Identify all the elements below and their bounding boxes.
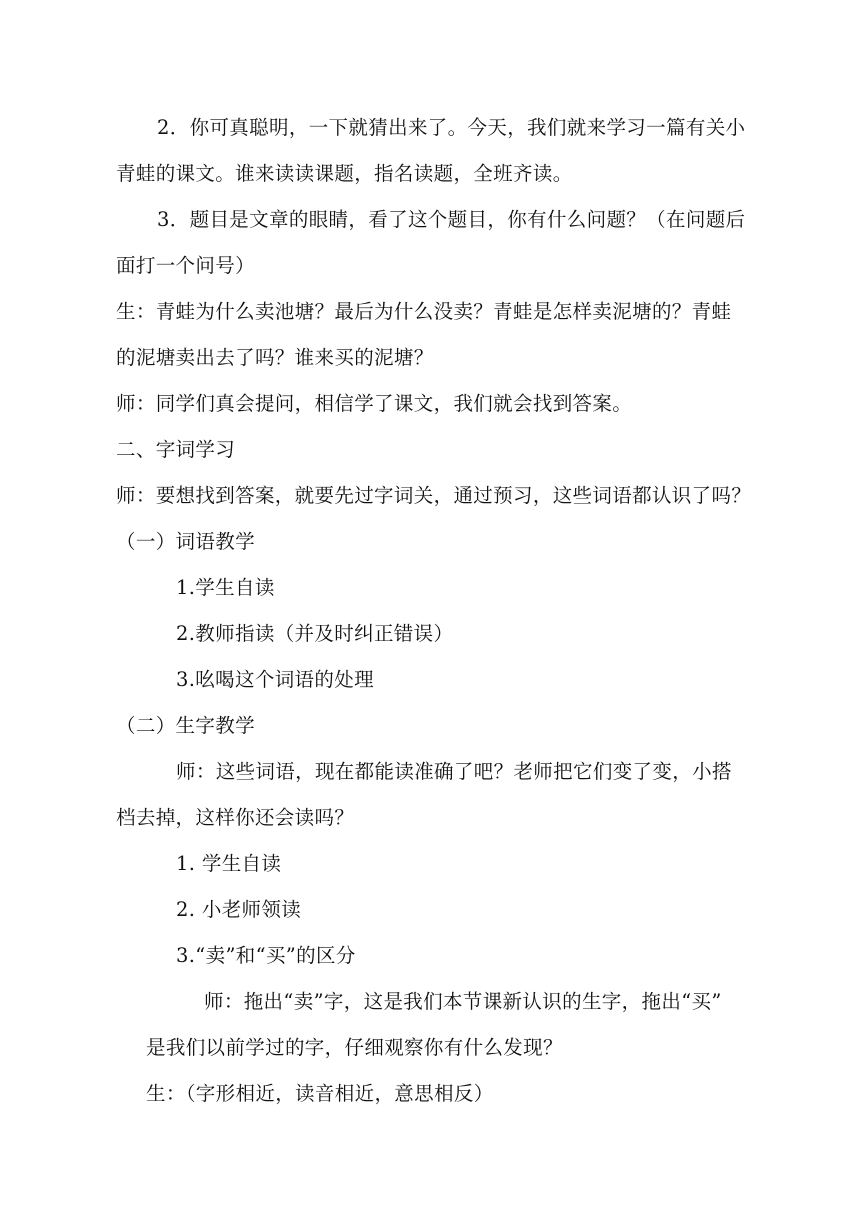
paragraph-line: 师：拖出“卖”字，这是我们本节课新认识的生字，拖出“买” xyxy=(204,990,722,1013)
section-heading: 二、字词学习 xyxy=(116,438,236,461)
subsection-heading: （一）词语教学 xyxy=(116,530,255,553)
paragraph-line: 生：青蛙为什么卖池塘？最后为什么没卖？青蛙是怎样卖泥塘的？青蛙 xyxy=(116,300,732,323)
list-item: 2. 小老师领读 xyxy=(176,898,302,921)
paragraph-line: 面打一个问号） xyxy=(116,254,255,277)
paragraph-line: 师：要想找到答案，就要先过字词关，通过预习，这些词语都认识了吗？ xyxy=(116,484,752,507)
list-item: 3.“卖”和“买”的区分 xyxy=(176,944,356,967)
list-item: 3.吆喝这个词语的处理 xyxy=(176,668,374,691)
paragraph-line: 生：（字形相近，读音相近，意思相反） xyxy=(146,1082,494,1105)
paragraph-line: 档去掉，这样你还会读吗？ xyxy=(116,806,355,829)
paragraph-line: 的泥塘卖出去了吗？谁来买的泥塘？ xyxy=(116,346,434,369)
list-item: 1. 学生自读 xyxy=(176,852,282,875)
paragraph-line: 青蛙的课文。谁来读读课题，指名读题，全班齐读。 xyxy=(116,162,573,185)
list-item: 1.学生自读 xyxy=(176,576,275,599)
paragraph-line: 2．你可真聪明，一下就猜出来了。今天，我们就来学习一篇有关小 xyxy=(157,116,746,139)
list-item: 2.教师指读（并及时纠正错误） xyxy=(176,622,454,645)
paragraph-line: 是我们以前学过的字，仔细观察你有什么发现？ xyxy=(146,1036,563,1059)
paragraph-line: 3．题目是文章的眼睛，看了这个题目，你有什么问题？（在问题后 xyxy=(157,208,746,231)
subsection-heading: （二）生字教学 xyxy=(116,714,255,737)
paragraph-line: 师：这些词语，现在都能读准确了吧？老师把它们变了变，小搭 xyxy=(176,760,732,783)
paragraph-line: 师：同学们真会提问，相信学了课文，我们就会找到答案。 xyxy=(116,392,633,415)
